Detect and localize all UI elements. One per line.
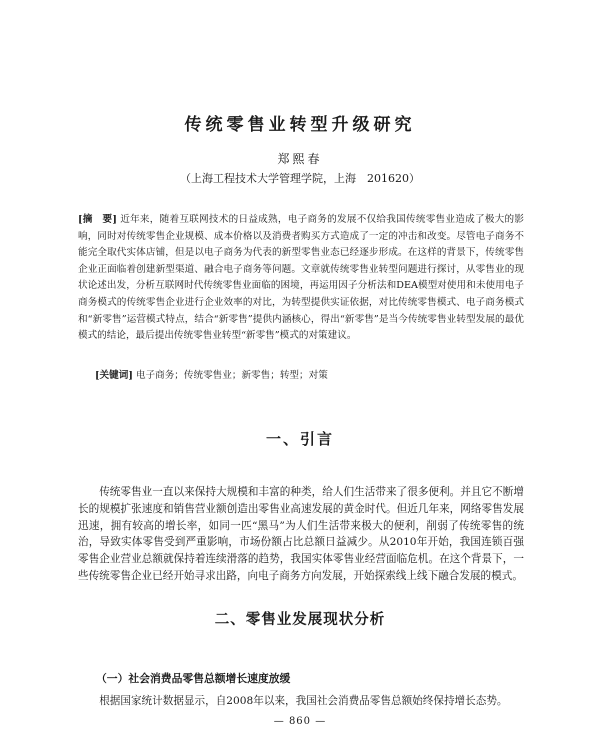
section-heading-introduction: 一、引言 — [265, 430, 334, 448]
abstract-label: [摘 要] — [78, 214, 117, 225]
introduction-paragraph: 传统零售业一直以来保持大规模和丰富的种类，给人们生活带来了很多便利。并且它不断增长的规模扩张速度和销售营业额创造出零售业高速发展的黄金时代。但近几年来，网络零售发展迅速，拥有较高的增长率，如同一匹“黑马”为人们生活带来极大的便利，削弱了传统零售的统治，导致实体零售受到严重影响，市场份额占比总额日益减少。从2010年开始，我国连锁百强零售企业营业总额就保持着连续滑落的趋势，我国实体零售业经营面临危机。在这个背景下，一些传统零售企业已经开始寻求出路，向电子商务方向发展，开始探索线上线下融合发展的模式。 — [78, 486, 524, 582]
status-paragraph: 根据国家统计数据显示，自2008年以来，我国社会消费品零售总额始终保持增长态势。 — [99, 695, 508, 707]
section-heading-status: 二、零售业发展现状分析 — [214, 612, 386, 628]
author-name: 郑熙春 — [277, 152, 323, 166]
keywords-label: [关键词] — [95, 370, 133, 381]
author-affiliation: （上海工程技术大学管理学院，上海 201620） — [180, 172, 420, 185]
paper-title: 传统零售业转型升级研究 — [184, 115, 416, 135]
keywords — [95, 367, 525, 381]
abstract-text: 近年来，随着互联网技术的日益成熟，电子商务的发展不仅给我国传统零售业造成了极大的影响，同时对传统零售企业规模、成本价格以及消费者购买方式造成了一定的冲击和改变。尽管电子商务不能完全取代实体店铺，但是以电子商务为代表的新型零售业态已经逐步形成。在这样的背景下，传统零售企业正面临着创建新型渠道、融合电子商务等问题。文章就传统零售业转型问题进行探讨，从零售业的现状论述出发，分析互联网时代传统零售业面临的困境，再运用因子分析法和DEA模型对使用和未使用电子商务模式的传统零售企业进行企业效率的对比，为转型提供实证依据，对比传统零售模式、电子商务模式和“新零售”运营模式特点，结合“新零售”提供内涵核心，得出“新零售”是当今传统零售业转型发展的最优模式的结论，最后提出传统零售业转型“新零售”模式的对策建议。 — [78, 214, 524, 342]
abstract — [78, 212, 524, 345]
page-number: — 860 — — [273, 716, 327, 727]
keywords-text: 电子商务；传统零售业；新零售；转型；对策 — [135, 370, 328, 381]
subsection-heading: （一）社会消费品零售总额增长速度放缓 — [96, 672, 291, 685]
introduction-body — [78, 484, 524, 585]
